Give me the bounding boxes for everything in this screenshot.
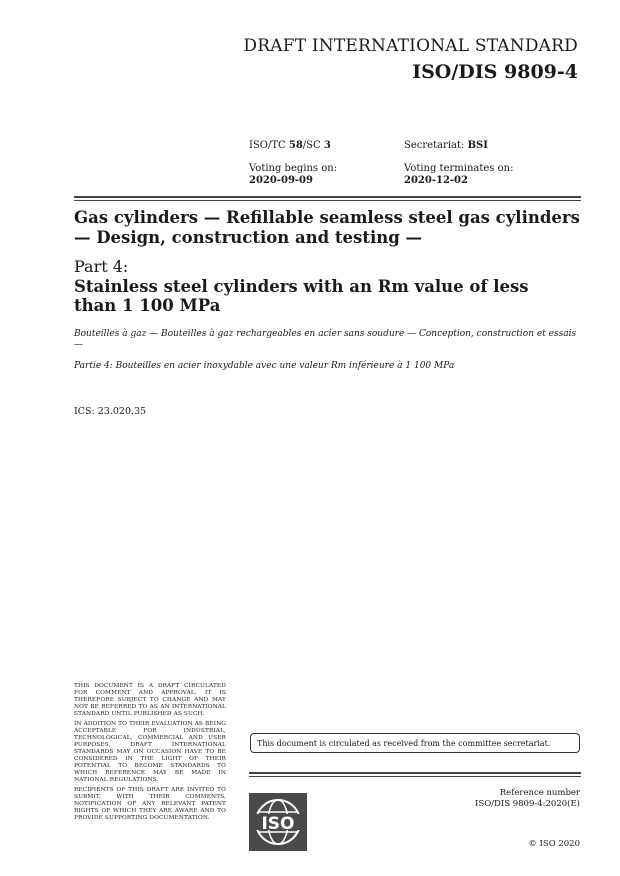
voting-terminates [404, 163, 513, 187]
voting-terminates-date: 2020-12-02 [404, 175, 468, 186]
secretariat [404, 140, 488, 152]
document-title: Gas cylinders — Refillable seamless steel gas cylinders — Design, construction and testing — [74, 208, 580, 247]
committee-prefix: ISO/TC [249, 140, 289, 151]
french-title: Bouteilles à gaz — Bouteilles à gaz rechargeables en acier sans soudure — Conception, construction et essais — [74, 329, 577, 350]
secretariat-value: BSI [467, 140, 488, 151]
french-part-title: Partie 4: Bouteilles en acier inoxydable avec une valeur Rm inférieure à 1 100 MPa [74, 361, 455, 371]
draft-standard-label: DRAFT INTERNATIONAL STANDARD [243, 36, 578, 56]
voting-terminates-label: Voting terminates on: [404, 163, 514, 174]
ics-code: ICS: 23.020.35 [74, 406, 147, 417]
reference-number-block [475, 788, 580, 810]
voting-begins-date: 2020-09-09 [249, 175, 313, 186]
draft-disclaimer [74, 683, 226, 825]
iso-logo-text: ISO [261, 814, 295, 834]
disclaimer-paragraph: RECIPIENTS OF THIS DRAFT ARE INVITED TO SUBMIT, WITH THEIR COMMENTS, NOTIFICATION OF ANY RELEVANT PATENT RIGHTS OF WHICH THEY ARE AWARE AND TO PROVIDE SUPPORTING DOCUMENTATION. [74, 787, 226, 821]
committee-sc: 3 [323, 140, 331, 151]
disclaimer-paragraph: THIS DOCUMENT IS A DRAFT CIRCULATED FOR COMMENT AND APPROVAL. IT IS THEREFORE SUBJECT TO CHANGE AND MAY NOT BE REFERRED TO AS AN INTERNATIONAL STANDARD UNTIL PUBLISHED AS SUCH. [74, 683, 226, 717]
voting-begins [249, 163, 337, 187]
voting-begins-label: Voting begins on: [249, 163, 338, 174]
circulation-note: This document is circulated as received from the committee secretariat. [250, 733, 580, 753]
title-rule-bottom [74, 200, 581, 201]
part-label: Part 4: [74, 257, 129, 276]
iso-logo [249, 793, 307, 851]
committee-mid: /SC [302, 140, 324, 151]
title-rule-top [74, 196, 581, 198]
iso-logo-icon [249, 793, 307, 851]
reference-label: Reference number [499, 788, 580, 798]
footer-rule-bottom [249, 776, 581, 777]
disclaimer-paragraph: IN ADDITION TO THEIR EVALUATION AS BEING ACCEPTABLE FOR INDUSTRIAL, TECHNOLOGICAL, COMMERCIAL AND USER PURPOSES, DRAFT INTERNATIONAL STANDARDS MAY ON OCCASION HAVE TO BE CONSIDERED IN THE LIGHT OF THEIR POTENTIAL TO BECOME STANDARDS TO WHICH REFERENCE MAY BE MADE IN NATIONAL REGULATIONS. [74, 721, 226, 783]
committee-tc: 58 [288, 140, 303, 151]
secretariat-label: Secretariat: [404, 140, 468, 151]
committee-reference [249, 140, 331, 152]
footer-rule-top [249, 772, 581, 774]
reference-value: ISO/DIS 9809-4:2020(E) [475, 799, 580, 809]
document-number: ISO/DIS 9809-4 [412, 61, 578, 83]
copyright: © ISO 2020 [528, 839, 580, 849]
part-title: Stainless steel cylinders with an Rm value of less than 1 100 MPa [74, 277, 529, 315]
